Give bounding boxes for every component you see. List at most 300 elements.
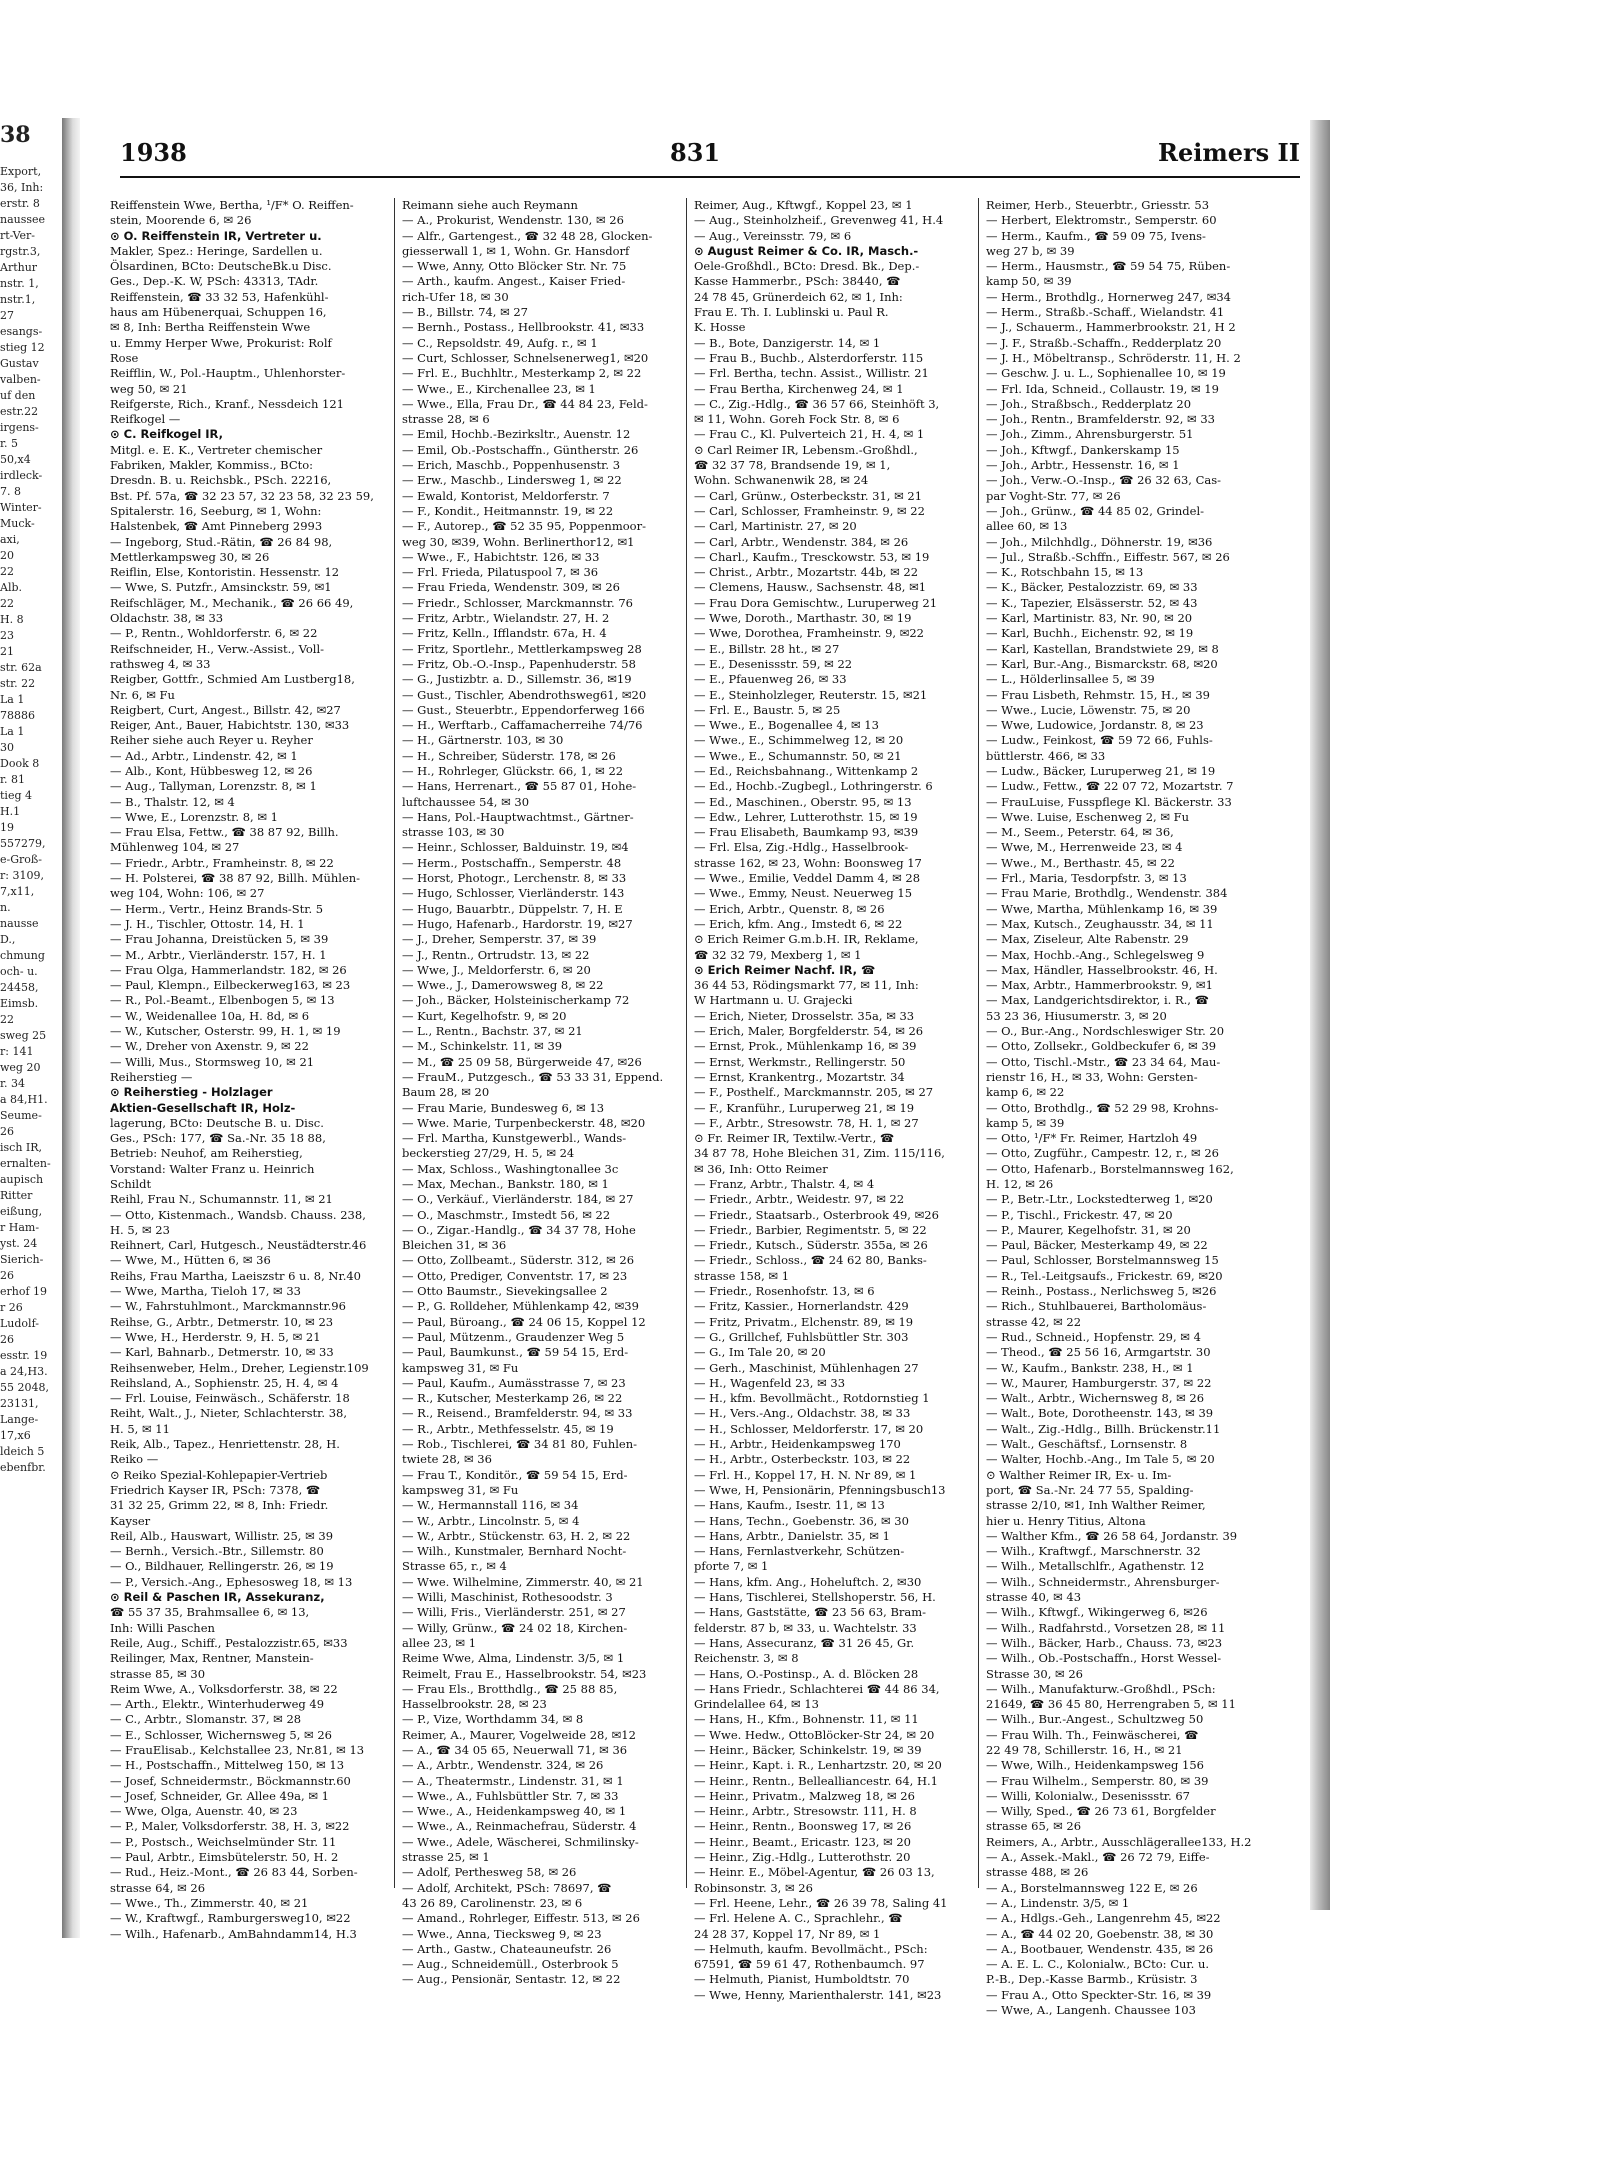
directory-entry: — F., Arbtr., Stresowstr. 78, H. 1, ✉ 27 <box>694 1115 919 1130</box>
directory-entry: — Joh., Bäcker, Holsteinischerkamp 72 <box>402 993 630 1008</box>
directory-entry: pforte 7, ✉ 1 <box>694 1559 769 1574</box>
previous-page-line: 26 <box>0 1333 14 1346</box>
directory-entry: Rose <box>110 350 139 365</box>
directory-entry: — Rud., Heiz.-Mont., ☎ 26 83 44, Sorben- <box>110 1865 358 1880</box>
directory-entry: — Helmuth, kaufm. Bevollmächt., PSch: <box>694 1941 928 1956</box>
directory-entry: — Paul, Büroang., ☎ 24 06 15, Koppel 12 <box>402 1314 646 1329</box>
directory-entry: — Christ., Arbtr., Mozartstr. 44b, ✉ 22 <box>694 565 919 580</box>
previous-page-line: Arthur <box>0 261 38 274</box>
directory-entry: — Walt., Arbtr., Wichernsweg 8, ✉ 26 <box>986 1391 1205 1406</box>
directory-entry: — Kurt, Kegelhofstr. 9, ✉ 20 <box>402 1008 567 1023</box>
directory-entry: Ölsardinen, BCto: DeutscheBk.u Disc. <box>110 259 332 274</box>
directory-entry: — Paul, Arbtr., Eimsbütelerstr. 50, H. 2 <box>110 1850 339 1865</box>
directory-entry: — Gust., Tischler, Abendrothsweg61, ✉20 <box>402 687 647 702</box>
previous-page-line: axi, <box>0 533 20 546</box>
previous-page-line: sweg 25 <box>0 1029 47 1042</box>
directory-entry: — Carl, Martinistr. 27, ✉ 20 <box>694 519 857 534</box>
previous-page-line: estr.22 <box>0 405 39 418</box>
directory-entry: — M., Arbtr., Vierländerstr. 157, H. 1 <box>110 947 327 962</box>
header-title: Reimers II <box>1158 138 1300 167</box>
directory-entry: — G., Im Tale 20, ✉ 20 <box>694 1345 826 1360</box>
directory-entry: — Bernh., Postass., Hellbrookstr. 41, ✉33 <box>402 320 645 335</box>
directory-entry: 43 26 89, Carolinenstr. 23, ✉ 6 <box>402 1895 583 1910</box>
directory-entry: — Paul, Baumkunst., ☎ 59 54 15, Erd- <box>402 1345 629 1360</box>
previous-page-line: chmung <box>0 949 45 962</box>
directory-entry: — Wilh., Schneidermstr., Ahrensburger- <box>986 1574 1220 1589</box>
previous-page-line: La 1 <box>0 693 25 706</box>
directory-entry: — Wilh., Metallschlfr., Agathenstr. 12 <box>986 1559 1205 1574</box>
directory-entry: — Hugo, Schlosser, Vierländerstr. 143 <box>402 886 625 901</box>
directory-entry: rathsweg 4, ✉ 33 <box>110 656 211 671</box>
directory-entry: — Wwe, A., Langenh. Chaussee 103 <box>986 2003 1196 2018</box>
directory-entry: — Alb., Kont, Hübbesweg 12, ✉ 26 <box>110 763 313 778</box>
directory-entry: — W., Dreher von Axenstr. 9, ✉ 22 <box>110 1039 309 1054</box>
directory-entry: — Wilh., Kunstmaler, Bernhard Nocht- <box>402 1544 627 1559</box>
previous-page-line: Ludolf- <box>0 1317 39 1330</box>
directory-entry: — Carl, Schlosser, Framheinstr. 9, ✉ 22 <box>694 503 925 518</box>
header-rule <box>120 176 1300 178</box>
directory-entry: — Wwe., E., Kirchenallee 23, ✉ 1 <box>402 381 596 396</box>
previous-page-line: La 1 <box>0 725 25 738</box>
previous-page-line: 23131, <box>0 1397 39 1410</box>
directory-entry: 24 28 37, Koppel 17, Nr 89, ✉ 1 <box>694 1926 881 1941</box>
directory-entry: strasse 488, ✉ 26 <box>986 1865 1089 1880</box>
directory-entry: Wohn. Schwanenwik 28, ✉ 24 <box>694 473 869 488</box>
previous-page-line: esstr. 19 <box>0 1349 48 1362</box>
previous-page-line: stieg 12 <box>0 341 45 354</box>
directory-entry: — Paul, Bäcker, Mesterkamp 49, ✉ 22 <box>986 1238 1208 1253</box>
directory-entry: — Ed., Reichsbahnang., Wittenkamp 2 <box>694 763 919 778</box>
directory-entry: ☎ 32 37 78, Brandsende 19, ✉ 1, <box>694 458 891 473</box>
previous-page-line: 17,x6 <box>0 1429 31 1442</box>
directory-entry: — H. Polsterei, ☎ 38 87 92, Billh. Mühlen- <box>110 871 361 886</box>
previous-page-line: str. 22 <box>0 677 36 690</box>
directory-entry: — FrauM., Putzgesch., ☎ 53 33 31, Eppend. <box>402 1069 664 1084</box>
directory-entry: — Erich, Maler, Borgfelderstr. 54, ✉ 26 <box>694 1024 924 1039</box>
previous-page-line: r. 34 <box>0 1077 26 1090</box>
directory-entry: — Rich., Stuhlbauerei, Bartholomäus- <box>986 1299 1207 1314</box>
directory-entry: — P., Postsch., Weichselmünder Str. 11 <box>110 1834 337 1849</box>
directory-entry: — Karl, Bur.-Ang., Bismarckstr. 68, ✉20 <box>986 656 1218 671</box>
directory-entry: — F., Kranführ., Luruperweg 21, ✉ 19 <box>694 1100 915 1115</box>
directory-entry: ⊙ Fr. Reimer IR, Textilw.-Vertr., ☎ <box>694 1131 895 1146</box>
directory-entry: — Aug., Steinholzheif., Grevenweg 41, H.4 <box>694 213 944 228</box>
directory-entry: — FrauLuise, Fusspflege Kl. Bäckerstr. 33 <box>986 794 1232 809</box>
previous-page-line: uf den <box>0 389 36 402</box>
directory-entry: — Reinh., Postass., Nerlichsweg 5, ✉26 <box>986 1284 1217 1299</box>
previous-page-line: a 84,H1. <box>0 1093 48 1106</box>
directory-entry: — Otto, Kistenmach., Wandsb. Chauss. 238, <box>110 1207 366 1222</box>
directory-entry: — Frl. E., Buchhltr., Mesterkamp 2, ✉ 22 <box>402 366 642 381</box>
directory-entry: — Hans, H., Kfm., Bohnenstr. 11, ✉ 11 <box>694 1712 919 1727</box>
column-divider <box>394 198 395 1888</box>
directory-entry: felderstr. 87 b, ✉ 33, u. Wachtelstr. 33 <box>694 1620 917 1635</box>
directory-entry: kamp 50, ✉ 39 <box>986 274 1072 289</box>
directory-entry: ✉ 36, Inh: Otto Reimer <box>694 1161 828 1176</box>
directory-entry: ☎ 32 32 79, Mexberg 1, ✉ 1 <box>694 947 862 962</box>
directory-entry: — Frau A., Otto Speckter-Str. 16, ✉ 39 <box>986 1987 1212 2002</box>
directory-entry: — P., Versich.-Ang., Ephesosweg 18, ✉ 13 <box>110 1574 353 1589</box>
directory-entry: — Wwe. Marie, Turpenbeckerstr. 48, ✉20 <box>402 1115 646 1130</box>
directory-entry: — Max, Ziseleur, Alte Rabenstr. 29 <box>986 932 1189 947</box>
directory-entry: — Herbert, Elektromstr., Semperstr. 60 <box>986 213 1217 228</box>
directory-entry: — Aug., Schneidemüll., Osterbrook 5 <box>402 1957 619 1972</box>
previous-page-line: weg 20 <box>0 1061 41 1074</box>
directory-entry: — W., Maurer, Hamburgerstr. 37, ✉ 22 <box>986 1375 1212 1390</box>
directory-entry: ⊙ August Reimer & Co. IR, Masch.- <box>694 243 919 258</box>
directory-entry: Reiffenstein Wwe, Bertha, ¹/F* O. Reiffen- <box>110 198 354 212</box>
directory-entry: 24 78 45, Grünerdeich 62, ✉ 1, Inh: <box>694 289 903 304</box>
directory-entry: Grindelallee 64, ✉ 13 <box>694 1697 819 1712</box>
book-spine <box>62 118 80 1938</box>
directory-entry: giesserwall 1, ✉ 1, Wohn. Gr. Hansdorf <box>402 243 630 258</box>
directory-entry: Reiht, Walt., J., Nieter, Schlachterstr. 38, <box>110 1406 348 1421</box>
directory-entry: — W., Weidenallee 10a, H. 8d, ✉ 6 <box>110 1008 310 1023</box>
directory-entry: — Joh., Rentn., Bramfelderstr. 92, ✉ 33 <box>986 412 1215 427</box>
directory-entry: 21649, ☎ 36 45 80, Herrengraben 5, ✉ 11 <box>986 1697 1236 1712</box>
directory-entry: — Friedr., Rosenhofstr. 13, ✉ 6 <box>694 1284 875 1299</box>
directory-entry: weg 30, ✉39, Wohn. Berlinerthor12, ✉1 <box>402 534 635 549</box>
directory-entry: Mettlerkampsweg 30, ✉ 26 <box>110 549 270 564</box>
directory-entry: — H., Gärtnerstr. 103, ✉ 30 <box>402 733 564 748</box>
previous-page-line: r: 141 <box>0 1045 34 1058</box>
directory-entry: ⊙ Erich Reimer Nachf. IR, ☎ <box>694 962 876 977</box>
directory-entry: — Frl., Maria, Tesdorpfstr. 3, ✉ 13 <box>986 871 1187 886</box>
directory-entry: u. Emmy Herper Wwe, Prokurist: Rolf <box>110 335 332 350</box>
directory-entry: — Frau Frieda, Wendenstr. 309, ✉ 26 <box>402 580 620 595</box>
directory-entry: — P., Tischl., Frickestr. 47, ✉ 20 <box>986 1207 1173 1222</box>
directory-entry: — A., Arbtr., Wendenstr. 324, ✉ 26 <box>402 1758 604 1773</box>
directory-entry: — Amand., Rohrleger, Eiffestr. 513, ✉ 26 <box>402 1911 640 1926</box>
directory-entry: — Joh., Milchhdlg., Döhnerstr. 19, ✉36 <box>986 534 1213 549</box>
directory-entry: — Frau Wilhelm., Semperstr. 80, ✉ 39 <box>986 1773 1209 1788</box>
directory-entry: — Wwe, Anny, Otto Blöcker Str. Nr. 75 <box>402 259 627 274</box>
directory-entry: — Hans, Assecuranz, ☎ 31 26 45, Gr. <box>694 1635 915 1650</box>
directory-entry: — Friedr., Arbtr., Framheinstr. 8, ✉ 22 <box>110 855 334 870</box>
previous-page-line: och- u. <box>0 965 38 978</box>
directory-entry: Reigbert, Curt, Angest., Billstr. 42, ✉27 <box>110 702 341 717</box>
directory-entry: ⊙ Walther Reimer IR, Ex- u. Im- <box>986 1467 1172 1482</box>
directory-entry: — Frau Elisabeth, Baumkamp 93, ✉39 <box>694 825 919 840</box>
column-divider <box>686 198 687 1888</box>
previous-page-line: 26 <box>0 1125 14 1138</box>
directory-entry: — W., Hermannstall 116, ✉ 34 <box>402 1498 579 1513</box>
directory-entry: — Frau Dora Gemischtw., Luruperweg 21 <box>694 595 938 610</box>
directory-entry: — R., Kutscher, Mesterkamp 26, ✉ 22 <box>402 1391 623 1406</box>
directory-entry: — Joh., Grünw., ☎ 44 85 02, Grindel- <box>986 503 1205 518</box>
previous-page-line: D., <box>0 933 16 946</box>
directory-entry: — O., Maschmstr., Imstedt 56, ✉ 22 <box>402 1207 611 1222</box>
directory-entry: — Wwe., Lucie, Löwenstr. 75, ✉ 20 <box>986 702 1191 717</box>
directory-entry: — Hans, Gaststätte, ☎ 23 56 63, Bram- <box>694 1605 927 1620</box>
directory-entry: — Wwe, Martha, Mühlenkamp 16, ✉ 39 <box>986 901 1218 916</box>
previous-page-line: eißung, <box>0 1205 43 1218</box>
directory-entry: — Ed., Maschinen., Oberstr. 95, ✉ 13 <box>694 794 912 809</box>
directory-entry: Betrieb: Neuhof, am Reiherstieg, <box>110 1146 303 1161</box>
previous-page-line: rgstr.3, <box>0 245 41 258</box>
previous-page-line: ldeich 5 <box>0 1445 45 1458</box>
directory-entry: Reiher siehe auch Reyer u. Reyher <box>110 733 313 748</box>
previous-page-line: 24458, <box>0 981 39 994</box>
previous-page-line: Ritter <box>0 1189 33 1202</box>
directory-entry: W Hartmann u. U. Grajecki <box>694 993 853 1008</box>
directory-entry: Reiherstieg — <box>110 1069 193 1084</box>
directory-entry: — Frau T., Konditör., ☎ 59 54 15, Erd- <box>402 1467 628 1482</box>
directory-entry: Reifschläger, M., Mechanik., ☎ 26 66 49, <box>110 595 354 610</box>
previous-page-line: 27 <box>0 309 14 322</box>
directory-entry: — Wwe, Ludowice, Jordanstr. 8, ✉ 23 <box>986 718 1204 733</box>
directory-entry: — Wwe., A., Reinmachefrau, Süderstr. 4 <box>402 1819 637 1834</box>
directory-entry: — Friedr., Schlosser, Marckmannstr. 76 <box>402 595 633 610</box>
directory-entry: — Ludw., Bäcker, Luruperweg 21, ✉ 19 <box>986 763 1216 778</box>
directory-entry: stein, Moorende 6, ✉ 26 <box>110 213 252 228</box>
directory-entry: — A., ☎ 44 02 20, Goebenstr. 38, ✉ 30 <box>986 1926 1214 1941</box>
previous-page-line: aupisch <box>0 1173 44 1186</box>
directory-entry: — Joh., Straßbsch., Redderplatz 20 <box>986 396 1192 411</box>
previous-page-line: 36, Inh: <box>0 181 44 194</box>
previous-page-line: tieg 4 <box>0 789 32 802</box>
directory-entry: — Wwe, Olga, Auenstr. 40, ✉ 23 <box>110 1804 298 1819</box>
previous-page-line: a 24,H3. <box>0 1365 48 1378</box>
directory-entry: — Frl. H., Koppel 17, H. N. Nr 89, ✉ 1 <box>694 1467 917 1482</box>
directory-entry: — Hans, Herrenart., ☎ 55 87 01, Hohe- <box>402 779 637 794</box>
previous-page-line: str. 62a <box>0 661 42 674</box>
directory-entry: — Aug., Pensionär, Sentastr. 12, ✉ 22 <box>402 1972 621 1987</box>
directory-entry: — Wwe, M., Hütten 6, ✉ 36 <box>110 1253 271 1268</box>
directory-entry: — Frau Wilh. Th., Feinwäscherei, ☎ <box>986 1727 1199 1742</box>
directory-entry: — Frau Elsa, Fettw., ☎ 38 87 92, Billh. <box>110 825 339 840</box>
directory-entry: — Wwe., M., Berthastr. 45, ✉ 22 <box>986 855 1175 870</box>
directory-entry: — Frau B., Buchb., Alsterdorferstr. 115 <box>694 350 924 365</box>
directory-entry: Reiffenstein, ☎ 33 32 53, Hafenkühl- <box>110 289 329 304</box>
directory-entry: strasse 162, ✉ 23, Wohn: Boonsweg 17 <box>694 855 922 870</box>
directory-entry: — Paul, Klempn., Eilbeckerweg163, ✉ 23 <box>110 978 351 993</box>
directory-entry: — Wwe, H., Herderstr. 9, H. 5, ✉ 21 <box>110 1329 321 1344</box>
directory-entry: — Carl, Grünw., Osterbeckstr. 31, ✉ 21 <box>694 488 923 503</box>
directory-entry: — Charl., Kaufm., Tresckowstr. 53, ✉ 19 <box>694 549 930 564</box>
directory-entry: Fabriken, Makler, Kommiss., BCto: <box>110 458 314 473</box>
directory-entry: — Wwe., J., Damerowsweg 8, ✉ 22 <box>402 978 604 993</box>
directory-entry: Reihnert, Carl, Hutgesch., Neustädterstr.46 <box>110 1238 367 1253</box>
directory-entry: — Wwe, Wilh., Heidenkampsweg 156 <box>986 1758 1204 1773</box>
directory-entry: Makler, Spez.: Heringe, Sardellen u. <box>110 243 323 258</box>
column-3 <box>694 198 970 2002</box>
directory-entry: — Herm., Postschaffn., Semperstr. 48 <box>402 855 622 870</box>
directory-entry: strasse 40, ✉ 43 <box>986 1590 1082 1605</box>
directory-entry: ✉ 11, Wohn. Goreh Fock Str. 8, ✉ 6 <box>694 412 900 427</box>
directory-entry: — Willi, Maschinist, Rothesoodstr. 3 <box>402 1590 613 1605</box>
directory-entry: — Willy, Grünw., ☎ 24 02 18, Kirchen- <box>402 1620 628 1635</box>
directory-entry: Ges., Dep.-K. W, PSch: 43313, TAdr. <box>110 274 319 289</box>
directory-entry: — Arth., kaufm. Angest., Kaiser Fried- <box>402 274 626 289</box>
directory-entry: — Friedr., Staatsarb., Osterbrook 49, ✉26 <box>694 1207 939 1222</box>
directory-entry: — Otto, Prediger, Conventstr. 17, ✉ 23 <box>402 1268 628 1283</box>
directory-entry: — A., Theatermstr., Lindenstr. 31, ✉ 1 <box>402 1773 624 1788</box>
directory-entry: weg 104, Wohn: 106, ✉ 27 <box>110 886 265 901</box>
directory-entry: — Heinr., Schlosser, Balduinstr. 19, ✉4 <box>402 840 629 855</box>
directory-entry: — J. F., Straßb.-Schaffn., Redderplatz 20 <box>986 335 1222 350</box>
directory-entry: Reihsland, A., Sophienstr. 25, H. 4, ✉ 4 <box>110 1375 339 1390</box>
directory-entry: — Arth., Gastw., Chateaunеufstr. 26 <box>402 1941 612 1956</box>
directory-entry: — A., Prokurist, Wendenstr. 130, ✉ 26 <box>402 213 624 228</box>
directory-entry: — Otto, Tischl.-Mstr., ☎ 23 34 64, Mau- <box>986 1054 1221 1069</box>
directory-entry: — L., Hölderlinsallee 5, ✉ 39 <box>986 672 1155 687</box>
directory-entry: strasse 42, ✉ 22 <box>986 1314 1082 1329</box>
directory-entry: 53 23 36, Hiusumerstr. 3, ✉ 20 <box>986 1008 1167 1023</box>
directory-entry: — Ed., Hochb.-Zugbegl., Lothringerstr. 6 <box>694 779 933 794</box>
directory-entry: Frau E. Th. I. Lublinski u. Paul R. <box>694 305 889 320</box>
directory-entry: — Hans, Techn., Goebenstr. 36, ✉ 30 <box>694 1513 909 1528</box>
directory-entry: — J. H., Tischler, Ottostr. 14, H. 1 <box>110 916 305 931</box>
directory-entry: 36 44 53, Rödingsmarkt 77, ✉ 11, Inh: <box>694 978 919 993</box>
directory-entry: — Erich, kfm. Ang., Imstedt 6, ✉ 22 <box>694 916 903 931</box>
directory-entry: strasse 85, ✉ 30 <box>110 1666 206 1681</box>
directory-entry: — Bernh., Versich.-Btr., Sillemstr. 80 <box>110 1544 324 1559</box>
directory-entry: — Heinr., Beamt., Ericastr. 123, ✉ 20 <box>694 1834 912 1849</box>
directory-entry: — E., Billstr. 28 ht., ✉ 27 <box>694 641 840 656</box>
directory-entry: — Frau Marie, Brothdlg., Wendenstr. 384 <box>986 886 1228 901</box>
directory-entry: — Heinr., Bäcker, Schinkelstr. 19, ✉ 39 <box>694 1742 922 1757</box>
directory-entry: — Wwe, S. Putzfr., Amsinckstr. 59, ✉1 <box>110 580 332 595</box>
previous-page-line: Eimsb. <box>0 997 39 1010</box>
previous-page-line: nstr. 1, <box>0 277 39 290</box>
directory-entry: — J., Dreher, Semperstr. 37, ✉ 39 <box>402 932 597 947</box>
directory-entry: strasse 65, ✉ 26 <box>986 1819 1082 1834</box>
directory-entry: twiete 28, ✉ 36 <box>402 1452 492 1467</box>
directory-entry: ⊙ Carl Reimer IR, Lebensm.-Großhdl., <box>694 442 918 457</box>
previous-page-line: yst. 24 <box>0 1237 38 1250</box>
directory-entry: — Aug., Tallyman, Lorenzstr. 8, ✉ 1 <box>110 779 317 794</box>
directory-entry: — H., Werftarb., Caffamacherreihe 74/76 <box>402 718 643 733</box>
directory-entry: — Karl, Buchh., Eichenstr. 92, ✉ 19 <box>986 626 1194 641</box>
directory-entry: strasse 28, ✉ 6 <box>402 412 490 427</box>
directory-entry: — E., Pfauenweg 26, ✉ 33 <box>694 672 847 687</box>
directory-entry: weg 27 b, ✉ 39 <box>986 243 1075 258</box>
directory-entry: — Emil, Hochb.-Bezirksltr., Auenstr. 12 <box>402 427 631 442</box>
previous-page-line: 30 <box>0 741 14 754</box>
directory-entry: — M., Schinkelstr. 11, ✉ 39 <box>402 1039 563 1054</box>
directory-entry: haus am Hübenerquai, Schuppen 16, <box>110 305 327 320</box>
previous-page-line: ebenfbr. <box>0 1461 46 1474</box>
directory-entry: — Wwe. Hedw., OttoBlöcker-Str 24, ✉ 20 <box>694 1727 935 1742</box>
directory-entry: — Wilh., Kftwgf., Wikingerweg 6, ✉26 <box>986 1605 1208 1620</box>
directory-entry: — Frl. Heene, Lehr., ☎ 26 39 78, Saling 41 <box>694 1895 948 1910</box>
directory-entry: — Friedr., Arbtr., Weidestr. 97, ✉ 22 <box>694 1192 905 1207</box>
previous-page-line: 7. 8 <box>0 485 21 498</box>
directory-entry: Friedrich Kayser IR, PSch: 7378, ☎ <box>110 1482 321 1497</box>
directory-entry: — Wwe., Adele, Wäscherei, Schmilinsky- <box>402 1834 639 1849</box>
directory-entry: — Joh., Zimm., Ahrensburgerstr. 51 <box>986 427 1194 442</box>
directory-entry: port, ☎ Sa.-Nr. 24 77 55, Spalding- <box>986 1482 1194 1497</box>
directory-entry: — Heinr., Arbtr., Stresowstr. 111, H. 8 <box>694 1804 917 1819</box>
previous-page-line: 557279, <box>0 837 46 850</box>
directory-entry: — Erich, Arbtr., Quenstr. 8, ✉ 26 <box>694 901 885 916</box>
directory-entry: — Wwe., F., Habichtstr. 126, ✉ 33 <box>402 549 600 564</box>
directory-entry: — Wilh., Manufakturw.-Großhdl., PSch: <box>986 1681 1216 1696</box>
previous-page-lines <box>0 164 62 1476</box>
directory-entry: — Geschw. J. u. L., Sophienallee 10, ✉ 19 <box>986 366 1226 381</box>
header-page-number: 831 <box>670 138 721 167</box>
directory-entry: — A., Assek.-Makl., ☎ 26 72 79, Eiffe- <box>986 1850 1210 1865</box>
directory-entry: Reik, Alb., Tapez., Henriettenstr. 28, H. <box>110 1437 340 1452</box>
directory-entry: 31 32 25, Grimm 22, ✉ 8, Inh: Friedr. <box>110 1498 329 1513</box>
directory-entry: Reigber, Gottfr., Schmied Am Lustberg18, <box>110 672 355 687</box>
previous-page-line: 20 <box>0 549 14 562</box>
directory-entry: — Alfr., Gartengest., ☎ 32 48 28, Glocken- <box>402 228 653 243</box>
directory-entry: — Frau C., Kl. Pulverteich 21, H. 4, ✉ 1 <box>694 427 925 442</box>
directory-entry: — Wwe, Doroth., Marthastr. 30, ✉ 19 <box>694 611 912 626</box>
directory-entry: — K., Tapezier, Elsässerstr. 52, ✉ 43 <box>986 595 1198 610</box>
directory-entry: Mühlenweg 104, ✉ 27 <box>110 840 240 855</box>
directory-entry: — Otto, Zollsekr., Goldbeckufer 6, ✉ 39 <box>986 1039 1217 1054</box>
directory-entry: strasse 25, ✉ 1 <box>402 1850 490 1865</box>
directory-entry: ⊙ Reil & Paschen IR, Assekuranz, <box>110 1590 325 1605</box>
directory-entry: büttlerstr. 466, ✉ 33 <box>986 748 1106 763</box>
directory-entry: Halstenbek, ☎ Amt Pinneberg 2993 <box>110 519 323 534</box>
directory-entry: — Willi, Fris., Vierländerstr. 251, ✉ 27 <box>402 1605 626 1620</box>
directory-entry: kamp 6, ✉ 22 <box>986 1085 1065 1100</box>
directory-entry: Bst. Pf. 57a, ☎ 32 23 57, 32 23 58, 32 23 59, <box>110 488 374 503</box>
previous-page-line: 22 <box>0 1013 14 1026</box>
previous-page-line: H.1 <box>0 805 21 818</box>
directory-entry: — Wwe., E., Schimmelweg 12, ✉ 20 <box>694 733 904 748</box>
previous-page-line: rt-Ver- <box>0 229 36 242</box>
directory-entry: — Gust., Steuerbtr., Eppendorferweg 166 <box>402 702 645 717</box>
directory-entry: ⊙ C. Reifkogel IR, <box>110 427 223 442</box>
directory-entry: — W., Kaufm., Bankstr. 238, H., ✉ 1 <box>986 1360 1194 1375</box>
directory-entry: — F., Autorep., ☎ 52 35 95, Poppenmoor- <box>402 519 646 534</box>
previous-page-line: Gustav <box>0 357 39 370</box>
previous-page-line: r. 81 <box>0 773 26 786</box>
directory-entry: — H., Schlosser, Meldorferstr. 17, ✉ 20 <box>694 1421 924 1436</box>
directory-entry: 34 87 78, Hohe Bleichen 31, Zim. 115/116, <box>694 1146 945 1161</box>
directory-entry: P.-B., Dep.-Kasse Barmb., Krüsistr. 3 <box>986 1972 1198 1987</box>
directory-entry: — Gerh., Maschinist, Mühlenhagen 27 <box>694 1360 919 1375</box>
directory-entry: — Wwe., Ella, Frau Dr., ☎ 44 84 23, Feld- <box>402 396 648 411</box>
directory-page <box>80 120 1310 2018</box>
directory-entry: — Ewald, Kontorist, Meldorferstr. 7 <box>402 488 610 503</box>
directory-entry: Nr. 6, ✉ Fu <box>110 687 175 702</box>
directory-entry: rienstr 16, H., ✉ 33, Wohn: Gersten- <box>986 1069 1198 1084</box>
directory-entry: — Hans, Tischlerei, Stellshoperstr. 56, H. <box>694 1590 936 1605</box>
directory-entry: — Fritz, Arbtr., Wielandstr. 27, H. 2 <box>402 611 610 626</box>
directory-entry: Strasse 65, r., ✉ 4 <box>402 1559 507 1574</box>
directory-entry: — Otto, ¹/F* Fr. Reimer, Hartzloh 49 <box>986 1131 1198 1146</box>
directory-entry: par Voght-Str. 77, ✉ 26 <box>986 488 1121 503</box>
directory-entry: Reimer, Herb., Steuerbtr., Griesstr. 53 <box>986 198 1210 212</box>
directory-entry: Schildt <box>110 1177 152 1191</box>
directory-entry: — Josef, Schneidermstr., Böckmannstr.60 <box>110 1773 351 1788</box>
previous-page-line: e-Groß- <box>0 853 42 866</box>
previous-page-line: nausse <box>0 917 39 930</box>
directory-entry: — Heinr., Rentn., Boonsweg 17, ✉ 26 <box>694 1819 912 1834</box>
directory-entry: strasse 64, ✉ 26 <box>110 1880 206 1895</box>
directory-entry: — O., Bur.-Ang., Nordschleswiger Str. 20 <box>986 1024 1225 1039</box>
directory-entry: ✉ 8, Inh: Bertha Reiffenstein Wwe <box>110 320 311 335</box>
directory-entry: — Frl. Frieda, Pilatuspool 7, ✉ 36 <box>402 565 599 580</box>
directory-entry: — Erw., Maschb., Lindersweg 1, ✉ 22 <box>402 473 622 488</box>
directory-entry: — Wwe, M., Herrenweide 23, ✉ 4 <box>986 840 1183 855</box>
previous-page-line: 26 <box>0 1269 14 1282</box>
previous-page-line: irgens- <box>0 421 39 434</box>
previous-page-line: ernalten- <box>0 1157 51 1170</box>
directory-entry: — L., Rentn., Bachstr. 37, ✉ 21 <box>402 1024 583 1039</box>
previous-page-line: 19 <box>0 821 14 834</box>
directory-entry: — Rob., Tischlerei, ☎ 34 81 80, Fuhlen- <box>402 1437 638 1452</box>
directory-entry: — Adolf, Perthesweg 58, ✉ 26 <box>402 1865 577 1880</box>
directory-entry: ⊙ Erich Reimer G.m.b.H. IR, Reklame, <box>694 932 919 947</box>
directory-entry: — Ingeborg, Stud.-Rätin, ☎ 26 84 98, <box>110 534 333 549</box>
